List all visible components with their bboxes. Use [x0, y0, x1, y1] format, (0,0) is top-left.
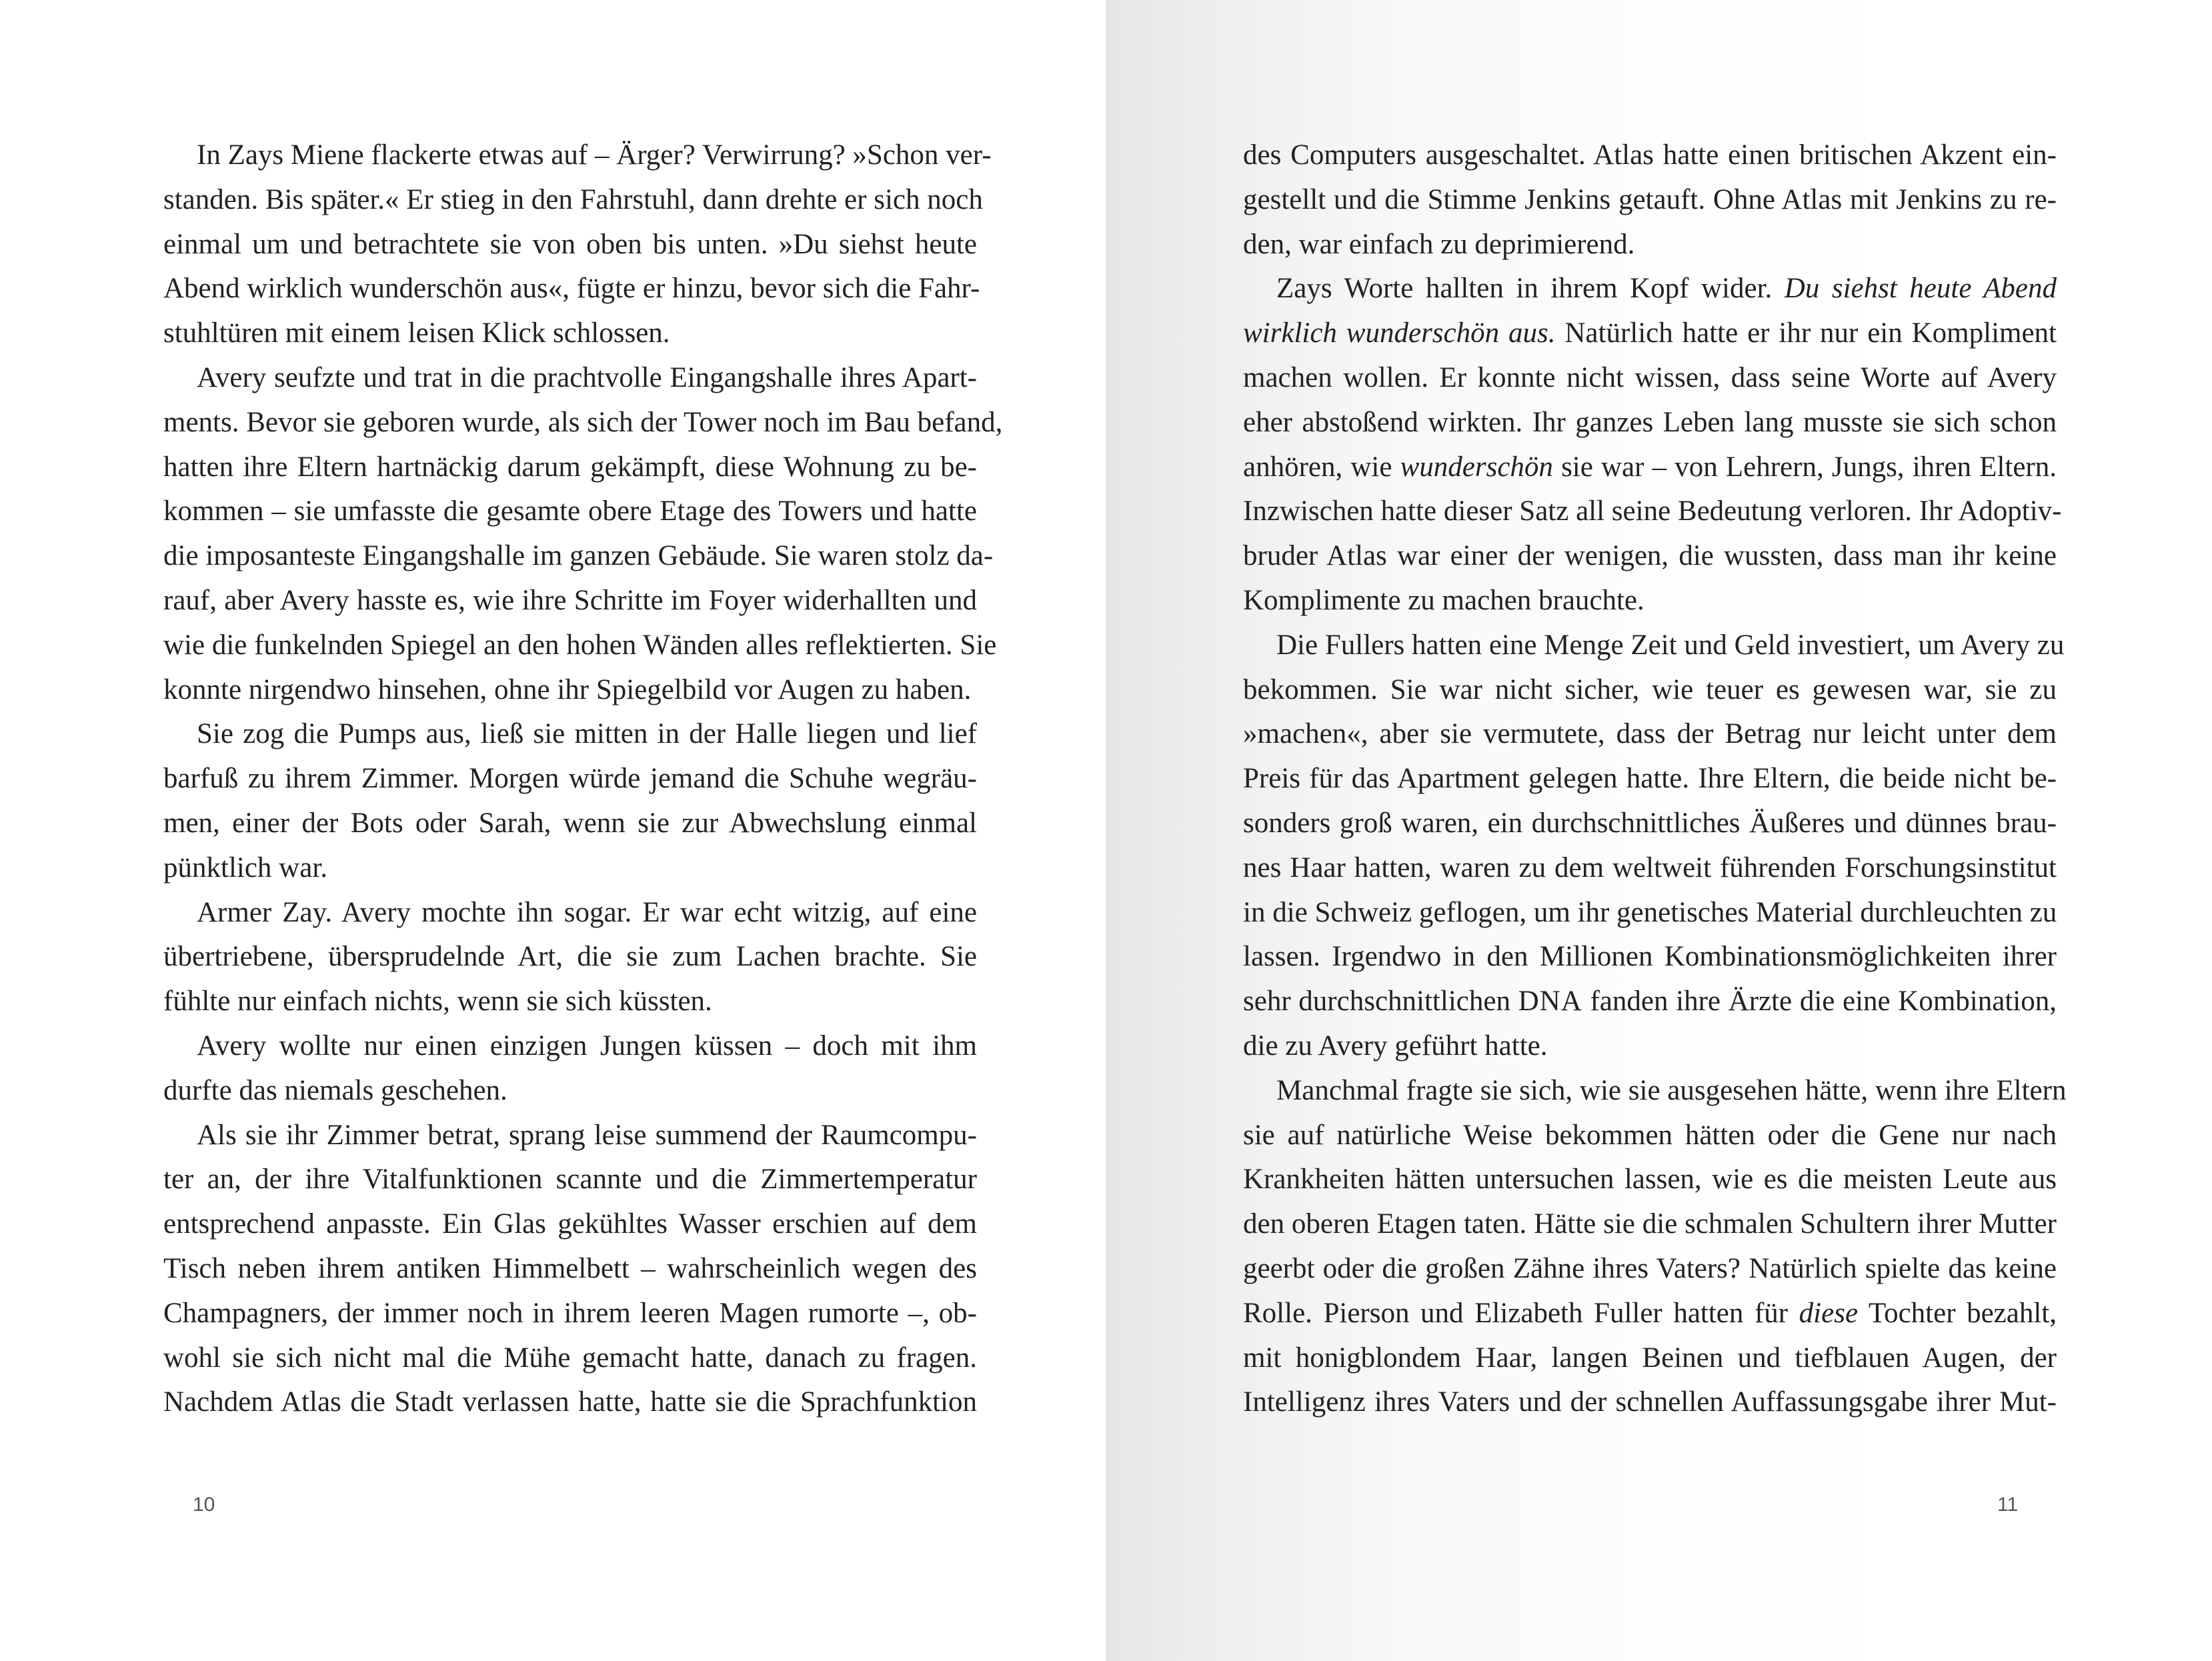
text-line: Intelligenz ihres Vaters und der schnellen Auffassungsgabe ihrer Mut- [1243, 1386, 2057, 1418]
text-line: Komplimente zu machen brauchte. [1243, 584, 1644, 616]
text-line: sonders groß waren, ein durchschnittliches Äußeres und dünnes brau- [1243, 807, 2057, 839]
text-line: einmal um und betrachtete sie von oben bis unten. »Du siehst heute [163, 228, 977, 260]
paragraph [163, 356, 1003, 712]
small-caps-text: DNA [1518, 986, 1582, 1018]
italic-text: wunderschön [1400, 451, 1553, 483]
text-line: Die Fullers hatten eine Menge Zeit und Geld investiert, um Avery zu [1276, 629, 2065, 661]
text-line: wohl sie sich nicht mal die Mühe gemacht hatte, danach zu fragen. [163, 1342, 977, 1374]
text-line: konnte nirgendwo hinsehen, ohne ihr Spiegelbild vor Augen zu haben. [163, 673, 972, 705]
page-number-left: 10 [193, 1494, 215, 1516]
text-line: »machen«, aber sie vermutete, dass der Betrag nur leicht unter dem [1243, 718, 2057, 750]
text-line: sehr durchschnittlichen DNA fanden ihre Ärzte die eine Kombination, [1243, 986, 2057, 1018]
text-line: den, war einfach zu deprimierend. [1243, 228, 1635, 260]
paragraph [1243, 623, 2065, 1069]
text-line: sie auf natürliche Weise bekommen hätten oder die Gene nur nach [1243, 1119, 2057, 1151]
text-line: anhören, wie wunderschön sie war – von Lehrern, Jungs, ihren Eltern. [1243, 451, 2057, 483]
text-line: Manchmal fragte sie sich, wie sie ausgesehen hätte, wenn ihre Eltern [1276, 1074, 2067, 1106]
text-line: Rolle. Pierson und Elizabeth Fuller hatten für diese Tochter bezahlt, [1243, 1297, 2057, 1329]
text-line: Preis für das Apartment gelegen hatte. Ihre Eltern, die beide nicht be- [1243, 763, 2057, 795]
text-line: geerbt oder die großen Zähne ihres Vaters? Natürlich spielte das keine [1243, 1252, 2057, 1284]
text-line: die imposanteste Eingangshalle im ganzen Gebäude. Sie waren stolz da- [163, 540, 994, 572]
right-page-text [1243, 133, 2067, 1425]
text-line: Armer Zay. Avery mochte ihn sogar. Er war echt witzig, auf eine [197, 896, 977, 928]
text-line: eher abstoßend wirkten. Ihr ganzes Leben lang musste sie sich schon [1243, 406, 2057, 438]
italic-text: wirklich wunderschön aus. [1243, 317, 1556, 349]
text-line: Sie zog die Pumps aus, ließ sie mitten in der Halle liegen und lief [197, 718, 977, 750]
text-line: übertriebene, übersprudelnde Art, die sie zum Lachen brachte. Sie [163, 941, 977, 973]
paragraph [1243, 1069, 2067, 1425]
text-line: stuhltüren mit einem leisen Klick schlossen. [163, 317, 670, 349]
paragraph [1243, 133, 2057, 267]
text-line: machen wollen. Er konnte nicht wissen, dass seine Worte auf Avery [1243, 361, 2057, 393]
text-line: gestellt und die Stimme Jenkins getauft. Ohne Atlas mit Jenkins zu re- [1243, 183, 2057, 215]
text-line: lassen. Irgendwo in den Millionen Kombinationsmöglichkeiten ihrer [1243, 941, 2057, 973]
text-line: Avery wollte nur einen einzigen Jungen küssen – doch mit ihm [197, 1030, 977, 1062]
paragraph [163, 712, 977, 890]
text-line: hatten ihre Eltern hartnäckig darum gekämpft, diese Wohnung zu be- [163, 451, 977, 483]
italic-text: diese [1799, 1297, 1859, 1329]
text-line: men, einer der Bots oder Sarah, wenn sie zur Abwechslung einmal [163, 807, 977, 839]
paragraph [163, 133, 992, 356]
text-line: Avery seufzte und trat in die prachtvolle Eingangshalle ihres Apart- [197, 361, 977, 393]
text-line: kommen – sie umfasste die gesamte obere Etage des Towers und hatte [163, 495, 977, 527]
text-line: Abend wirklich wunderschön aus«, fügte er hinzu, bevor sich die Fahr- [163, 273, 980, 305]
text-line: rauf, aber Avery hasste es, wie ihre Schritte im Foyer widerhallten und [163, 584, 977, 616]
text-line: In Zays Miene flackerte etwas auf – Ärger? Verwirrung? »Schon ver- [197, 139, 992, 171]
text-line: in die Schweiz geflogen, um ihr genetisches Material durchleuchten zu [1243, 896, 2057, 928]
left-page-text [163, 133, 1003, 1425]
text-line: Inzwischen hatte dieser Satz all seine Bedeutung verloren. Ihr Adoptiv- [1243, 495, 2062, 527]
text-line: Nachdem Atlas die Stadt verlassen hatte, hatte sie die Sprachfunktion [163, 1386, 977, 1418]
text-line: bruder Atlas war einer der wenigen, die wussten, dass man ihr keine [1243, 540, 2057, 572]
text-line: entsprechend anpasste. Ein Glas gekühltes Wasser erschien auf dem [163, 1208, 977, 1240]
text-line: die zu Avery geführt hatte. [1243, 1030, 1548, 1062]
text-line: ments. Bevor sie geboren wurde, als sich der Tower noch im Bau befand, [163, 406, 1003, 438]
paragraph [163, 1114, 977, 1426]
text-line: mit honigblondem Haar, langen Beinen und tiefblauen Augen, der [1243, 1342, 2057, 1374]
text-line: wirklich wunderschön aus. Natürlich hatte er ihr nur ein Kompliment [1243, 317, 2057, 349]
paragraph [1243, 267, 2062, 623]
page-number-right: 11 [1997, 1494, 2019, 1516]
text-line: ter an, der ihre Vitalfunktionen scannte und die Zimmertemperatur [163, 1164, 977, 1196]
text-line: pünktlich war. [163, 852, 328, 884]
text-line: wie die funkelnden Spiegel an den hohen Wänden alles reflektierten. Sie [163, 629, 997, 661]
text-line: Als sie ihr Zimmer betrat, sprang leise summend der Raumcompu- [197, 1119, 977, 1151]
text-line: Zays Worte hallten in ihrem Kopf wider. Du siehst heute Abend [1276, 273, 2057, 305]
text-line: Krankheiten hätten untersuchen lassen, wie es die meisten Leute aus [1243, 1164, 2057, 1196]
text-line: bekommen. Sie war nicht sicher, wie teuer es gewesen war, sie zu [1243, 673, 2057, 705]
italic-text: Du siehst heute Abend [1784, 273, 2057, 305]
paragraph [163, 1024, 977, 1114]
text-line: den oberen Etagen taten. Hätte sie die schmalen Schultern ihrer Mutter [1243, 1208, 2057, 1240]
text-line: nes Haar hatten, waren zu dem weltweit führenden Forschungsinstitut [1243, 852, 2057, 884]
text-line: standen. Bis später.« Er stieg in den Fahrstuhl, dann drehte er sich noch [163, 183, 983, 215]
text-line: Champagners, der immer noch in ihrem leeren Magen rumorte –, ob- [163, 1297, 977, 1329]
paragraph [163, 891, 977, 1024]
text-line: fühlte nur einfach nichts, wenn sie sich küssten. [163, 986, 712, 1018]
text-line: Tisch neben ihrem antiken Himmelbett – wahrscheinlich wegen des [163, 1252, 977, 1284]
text-line: durfte das niemals geschehen. [163, 1074, 507, 1106]
text-line: des Computers ausgeschaltet. Atlas hatte einen britischen Akzent ein- [1243, 139, 2057, 171]
text-line: barfuß zu ihrem Zimmer. Morgen würde jemand die Schuhe wegräu- [163, 763, 977, 795]
right-page [1106, 0, 2212, 1661]
